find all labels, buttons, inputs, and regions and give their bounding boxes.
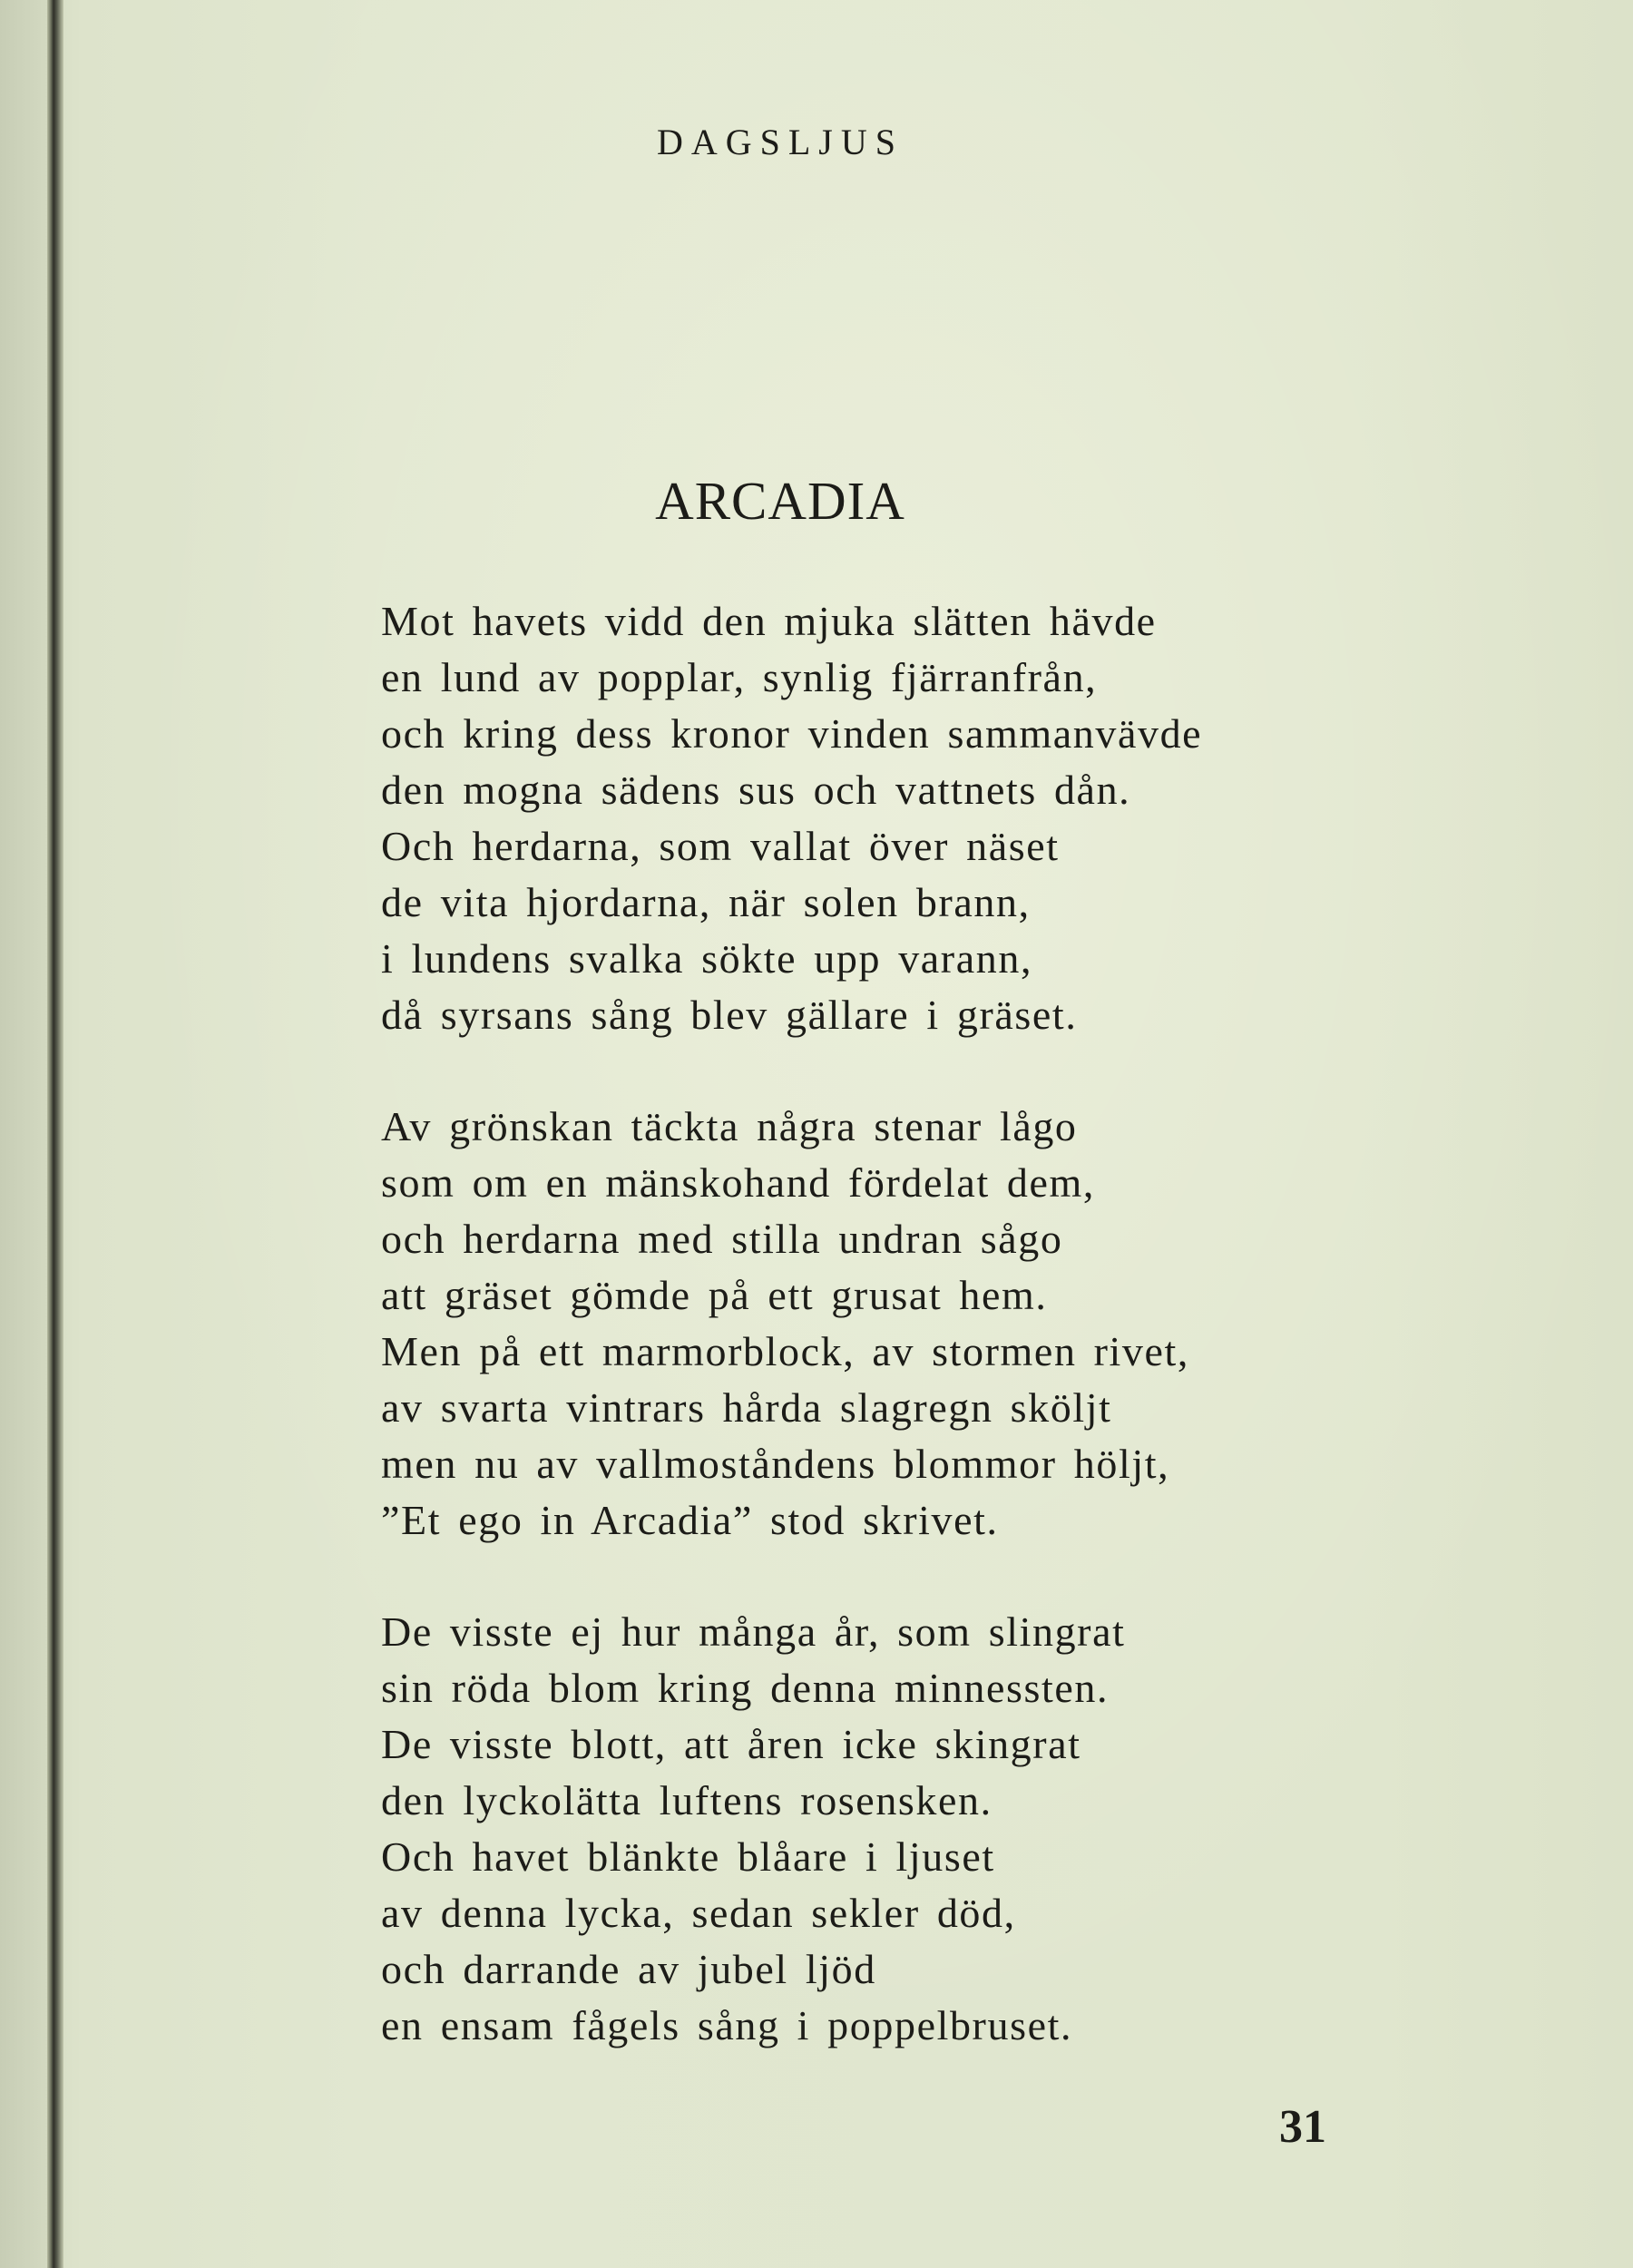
poem-line: en ensam fågels sång i poppelbruset.	[381, 2002, 1073, 2048]
poem-line: att gräset gömde på ett grusat hem.	[381, 1272, 1048, 1318]
stanza-1	[381, 593, 1306, 1043]
poem-line: men nu av vallmoståndens blommor höljt,	[381, 1441, 1170, 1487]
book-binding-edge	[47, 0, 64, 2268]
poem-line: sin röda blom kring denna minnessten.	[381, 1665, 1110, 1711]
poem-line: de vita hjordarna, när solen brann,	[381, 879, 1031, 925]
poem-line: och kring dess kronor vinden sammanvävde	[381, 710, 1203, 757]
poem-line: då syrsans sång blev gällare i gräset.	[381, 992, 1078, 1038]
poem-line: i lundens svalka sökte upp varann,	[381, 935, 1033, 982]
poem-line: en lund av popplar, synlig fjärranfrån,	[381, 654, 1098, 700]
poem-line: den lyckolätta luftens rosensken.	[381, 1777, 993, 1823]
poem-line: den mogna sädens sus och vattnets dån.	[381, 767, 1131, 813]
poem-body	[381, 593, 1306, 2109]
running-head: DAGSLJUS	[656, 122, 905, 162]
poem-line: De visste ej hur många år, som slingrat	[381, 1608, 1126, 1655]
poem-line: av svarta vintrars hårda slagregn sköljt	[381, 1384, 1112, 1431]
stanza-3	[381, 1604, 1306, 2054]
poem-line: ”Et ego in Arcadia” stod skrivet.	[381, 1497, 999, 1543]
page-number: 31	[1279, 2101, 1326, 2153]
poem-line: och herdarna med stilla undran sågo	[381, 1216, 1063, 1262]
poem-line: De visste blott, att åren icke skingrat	[381, 1721, 1081, 1767]
stanza-2	[381, 1099, 1306, 1549]
poem-title: ARCADIA	[655, 471, 905, 531]
poem-line: som om en mänskohand fördelat dem,	[381, 1159, 1096, 1206]
poem-line: och darrande av jubel ljöd	[381, 1946, 876, 1992]
poem-line: Men på ett marmorblock, av stormen rivet,	[381, 1328, 1190, 1374]
poem-line: Mot havets vidd den mjuka slätten hävde	[381, 598, 1157, 644]
poem-line: Och havet blänkte blåare i ljuset	[381, 1833, 995, 1880]
poem-line: av denna lycka, sedan sekler död,	[381, 1890, 1016, 1936]
poem-line: Av grönskan täckta några stenar lågo	[381, 1103, 1078, 1149]
binding-shadow	[0, 0, 47, 2268]
poem-line: Och herdarna, som vallat över näset	[381, 823, 1060, 869]
